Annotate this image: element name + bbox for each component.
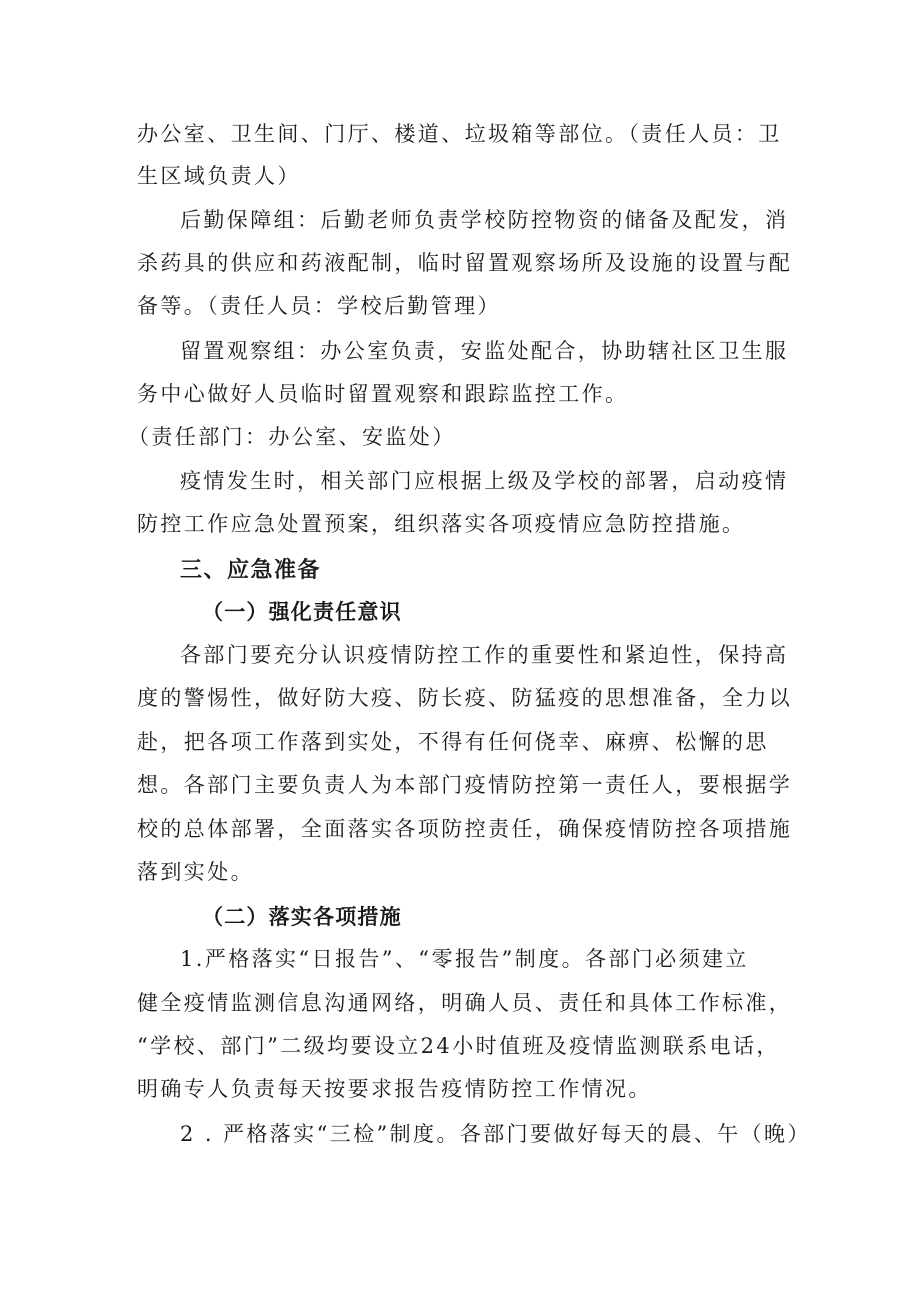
paragraph-line: 杀药具的供应和药液配制，临时留置观察场所及设施的设置与配 — [137, 251, 793, 275]
paragraph-line: 度的警惕性，做好防大疫、防长疫、防猛疫的思想准备，全力以 — [137, 686, 793, 710]
paragraph-line: 留置观察组：办公室负责，安监处配合，协助辖社区卫生服 — [180, 339, 789, 363]
paragraph-line: 想。各部门主要负责人为本部门疫情防控第一责任人，要根据学 — [137, 773, 793, 797]
subsection-heading: （二）落实各项措施 — [202, 905, 402, 929]
paragraph-line: 各部门要充分认识疫情防控工作的重要性和紧迫性，保持高 — [180, 643, 789, 667]
paragraph-line: 健全疫情监测信息沟通网络，明确人员、责任和具体工作标准， — [137, 991, 793, 1015]
paragraph-line: 务中心做好人员临时留置观察和跟踪监控工作。 — [137, 382, 629, 406]
paragraph-line: 明确专人负责每天按要求报告疫情防控工作情况。 — [137, 1077, 652, 1101]
subsection-heading: （一）强化责任意识 — [202, 600, 402, 624]
paragraph-line: 防控工作应急处置预案，组织落实各项疫情应急防控措施。 — [137, 512, 746, 536]
paragraph-line: 疫情发生时，相关部门应根据上级及学校的部署，启动疫情 — [180, 469, 789, 493]
paragraph-line: “学校、部门”二级均要设立24小时值班及疫情监测联系电话， — [137, 1034, 780, 1058]
paragraph-line: 1.严格落实“日报告”、“零报告”制度。各部门必须建立 — [180, 947, 749, 971]
paragraph-line: 赴，把各项工作落到实处，不得有任何侥幸、麻痹、松懈的思 — [137, 730, 769, 754]
paragraph-line: 落到实处。 — [137, 860, 254, 884]
paragraph-line: 生区域负责人） — [137, 164, 301, 188]
paragraph-line: 办公室、卫生间、门厅、楼道、垃圾箱等部位。（责任人员：卫 — [137, 122, 782, 146]
paragraph-line: （责任部门：办公室、安监处） — [128, 425, 456, 449]
paragraph-line: 2 . 严格落实“三检”制度。各部门要做好每天的晨、午（晚） — [180, 1122, 811, 1146]
paragraph-line: 备等。（责任人员：学校后勤管理） — [137, 294, 501, 318]
paragraph-line: 校的总体部署，全面落实各项防控责任，确保疫情防控各项措施 — [137, 817, 793, 841]
section-heading: 三、应急准备 — [180, 558, 322, 583]
paragraph-line: 后勤保障组：后勤老师负责学校防控物资的储备及配发，消 — [180, 208, 789, 232]
